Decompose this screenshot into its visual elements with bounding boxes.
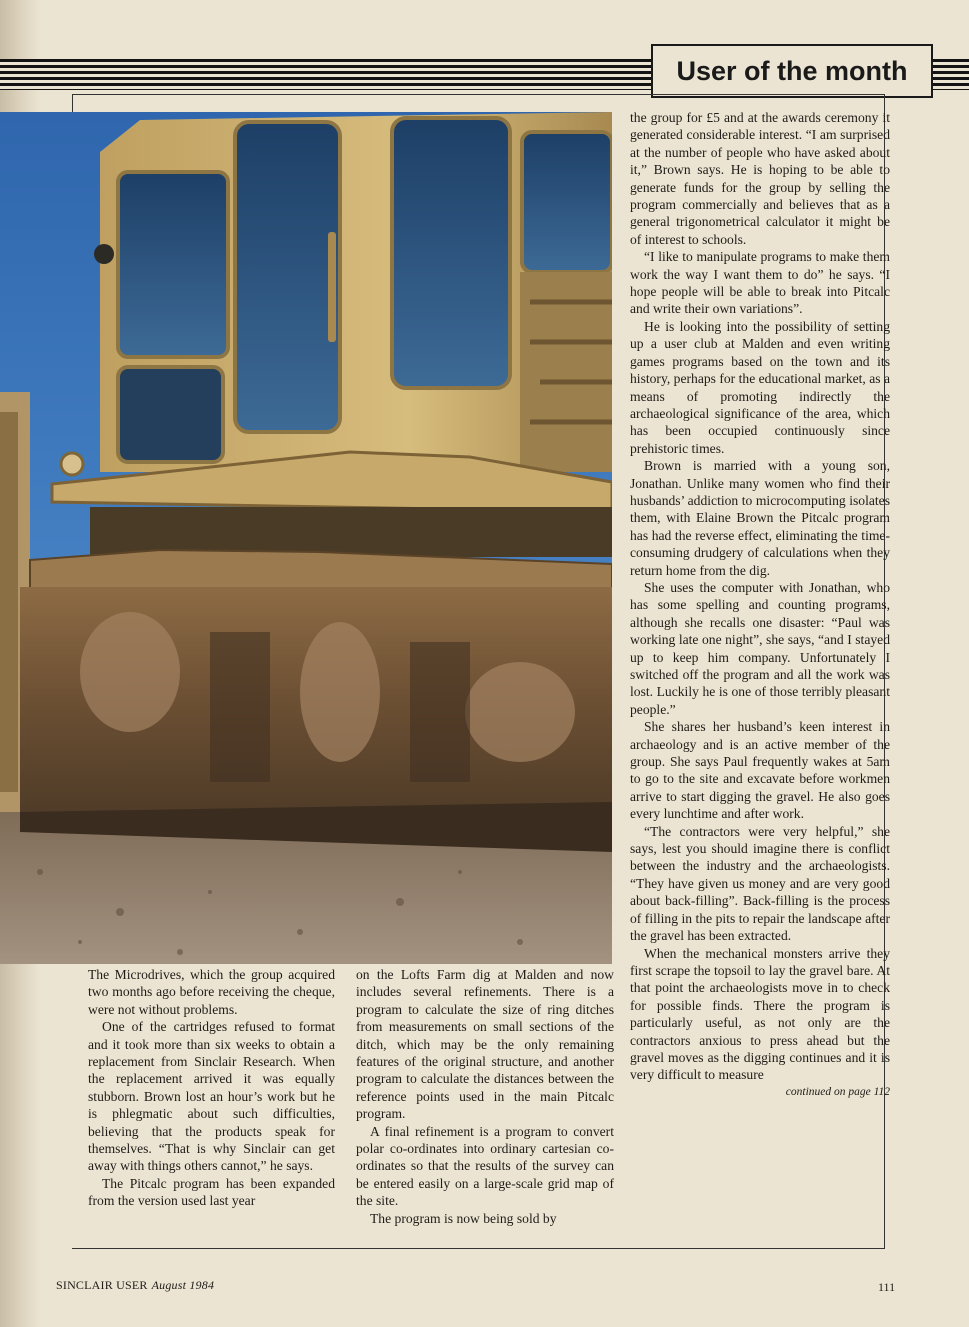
magazine-name: SINCLAIR USER (56, 1278, 148, 1292)
article-column-right (630, 109, 890, 1101)
article-paragraph: One of the cartridges refused to format and it took more than six weeks to obtain a replacement from Sinclair Research. When the replacement arrived it was equally stubborn. Brown lost an hour’s work but he is phlegmatic about such difficulties, believing that the products speak for themselves. “That is why Sinclair can get away with things others cannot,” he says. (88, 1019, 335, 1174)
article-paragraph: The Microdrives, which the group acquired two months ago before receiving the cheque, were not without problems. (88, 967, 335, 1017)
article-paragraph: When the mechanical monsters arrive they first scrape the topsoil to lay the gravel bare. At that point the archaeologists move in to check for possible finds. There the program is particularly useful, as not only are the contractors anxious to press ahead but the gravel moves as the digging continues and it is very difficult to measure (630, 945, 890, 1083)
article-paragraph: on the Lofts Farm dig at Malden and now includes several refinements. There is a program to calculate the size of ring ditches from measurements on small sections of the ditch, which may be the only remaining features of the original structure, and another program to calculate the distances between the reference points used in the main Pitcalc program. (356, 967, 614, 1122)
article-paragraph: “I like to manipulate programs to make them work the way I want them to do” he says. “I hope people will be able to break into Pitcalc and write their own variations”. (630, 249, 890, 317)
frame-rule-left (72, 94, 73, 114)
bulldozer-photo (0, 112, 612, 964)
article-paragraph: A final refinement is a program to convert polar co-ordinates into ordinary cartesian co-ordinates so that the results of the survey can be entered easily on a large-scale grid map of the site. (356, 1123, 614, 1209)
frame-rule-top (72, 94, 885, 95)
continued-note: continued on page 112 (785, 1085, 890, 1098)
article-column-middle (356, 966, 614, 1227)
article-paragraph: The Pitcalc program has been expanded from the version used last year (88, 1175, 335, 1209)
issue-date: August 1984 (151, 1278, 215, 1292)
article-paragraph: She uses the computer with Jonathan, who has some spelling and counting programs, although she recalls one disaster: “Paul was working late one night”, she says, “and I stayed up to keep him company. Unfortunately I switched off the program and all the work was lost. Luckily he is one of those terribly pleasant people.” (630, 579, 890, 717)
footer-magazine (56, 1278, 214, 1293)
article-paragraph: She shares her husband’s keen interest in archaeology and is an active member of the group. She says Paul frequently wakes at 5am to go to the site and excavate before workmen arrive to start digging the gravel. He also goes every lunchtime and after work. (630, 719, 890, 822)
article-paragraph: He is looking into the possibility of setting up a user club at Malden and even writing games programs based on the town and its history, perhaps for the educational market, as a means of promoting indirectly the archaeological significance of the area, which has been occupied continuously since prehistoric times. (630, 318, 890, 456)
article-column-left (88, 966, 335, 1210)
frame-rule-bottom (72, 1248, 885, 1249)
article-paragraph: the group for £5 and at the awards ceremony it generated considerable interest. “I am surprised at the number of people who have asked about it,” Brown says. He is hoping to be able to generate funds for the group by selling the program commercially and believes that as a general trigonometrical calculator it might be of interest to schools. (630, 110, 890, 247)
page-number: 111 (878, 1280, 896, 1294)
article-paragraph: Brown is married with a young son, Jonathan. Unlike many women who find their husbands’ addiction to microcomputing isolates them, with Elaine Brown the Pitcalc program has had the reverse effect, eliminating the time-consuming drudgery of calculations when they return home from the dig. (630, 458, 890, 578)
article-paragraph: The program is now being sold by (370, 1210, 557, 1226)
section-title: User of the month (651, 44, 933, 98)
article-paragraph: “The contractors were very helpful,” she says, lest you should imagine there is conflict between the industry and the archaeologists. “They have given us money and are very good about back-filling”. Back-filling is the process of filling in the pits to repair the landscape after the gravel has been extracted. (630, 823, 890, 944)
